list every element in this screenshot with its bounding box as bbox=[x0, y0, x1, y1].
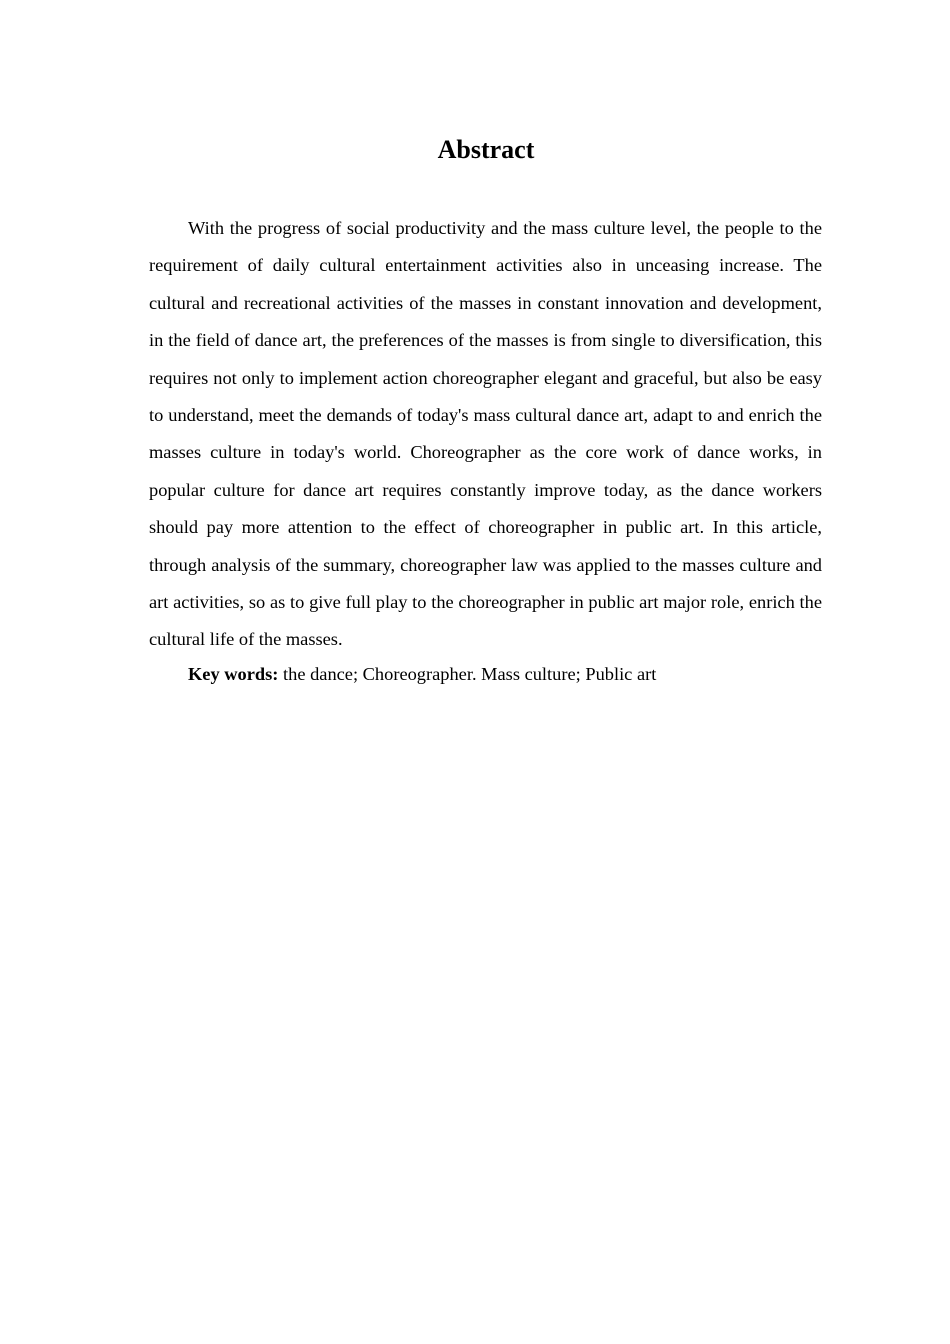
keywords-text: the dance; Choreographer. Mass culture; Public art bbox=[278, 664, 657, 684]
keywords-line bbox=[149, 656, 822, 693]
page-title: Abstract bbox=[437, 135, 535, 164]
abstract-paragraph: With the progress of social productivity and the mass culture level, the people to the requirement of daily cultural entertainment activities also in unceasing increase. The cultural and recreational activities of the masses in constant innovation and development, in the field of dance art, the preferences of the masses is from single to diversification, this requires not only to implement action choreographer elegant and graceful, but also be easy to understand, meet the demands of today's mass cultural dance art, adapt to and enrich the masses culture in today's world. Choreographer as the core work of dance works, in popular culture for dance art requires constantly improve today, as the dance workers should pay more attention to the effect of choreographer in public art. In this article, through analysis of the summary, choreographer law was applied to the masses culture and art activities, so as to give full play to the choreographer in public art major role, enrich the cultural life of the masses. bbox=[149, 218, 822, 650]
keywords-label: Key words: bbox=[188, 664, 279, 684]
